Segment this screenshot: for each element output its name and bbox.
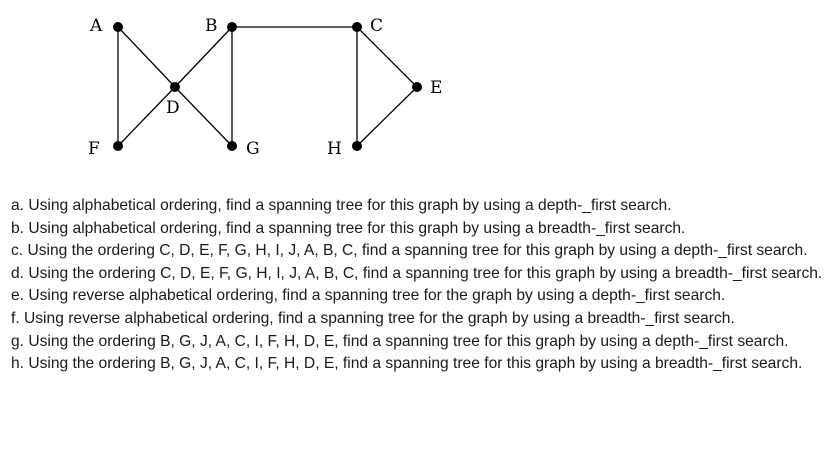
question-g: g. Using the ordering B, G, J, A, C, I, F, H, D, E, find a spanning tree for this graph by using a depth-_first search. xyxy=(11,332,789,350)
node-label-c: C xyxy=(370,16,384,36)
question-list xyxy=(11,195,833,376)
node-g xyxy=(227,141,237,151)
node-label-d: D xyxy=(166,98,180,118)
node-a xyxy=(113,22,123,32)
graph-edges xyxy=(118,27,417,146)
question-b: b. Using alphabetical ordering, find a spanning tree for this graph by using a breadth-_first search. xyxy=(11,219,686,237)
node-label-g: G xyxy=(246,139,260,159)
node-h xyxy=(352,141,362,151)
node-label-a: A xyxy=(90,16,103,36)
node-label-b: B xyxy=(205,16,218,36)
graph-nodes xyxy=(88,16,442,159)
node-b xyxy=(227,22,237,32)
edge-e-h xyxy=(357,87,417,146)
question-e: e. Using reverse alphabetical ordering, find a spanning tree for the graph by using a depth-_first search. xyxy=(11,287,726,305)
edge-c-e xyxy=(357,27,417,87)
node-f xyxy=(113,141,123,151)
node-e xyxy=(412,82,422,92)
edge-d-g xyxy=(175,87,232,146)
question-a: a. Using alphabetical ordering, find a spanning tree for this graph by using a depth-_first search. xyxy=(11,197,672,214)
edge-a-d xyxy=(118,27,175,87)
node-c xyxy=(352,22,362,32)
graph-diagram xyxy=(0,0,837,190)
question-f: f. Using reverse alphabetical ordering, find a spanning tree for the graph by using a breadth-_first search. xyxy=(11,309,735,327)
question-h: h. Using the ordering B, G, J, A, C, I, F, H, D, E, find a spanning tree for this graph by using a breadth-_first search. xyxy=(11,355,803,373)
edge-b-d xyxy=(175,27,232,87)
question-d: d. Using the ordering C, D, E, F, G, H, I, J, A, B, C, find a spanning tree for this graph by using a breadth-_first search. xyxy=(11,264,823,282)
node-label-h: H xyxy=(327,139,342,159)
node-label-f: F xyxy=(88,139,100,159)
node-d xyxy=(170,82,180,92)
question-c: c. Using the ordering C, D, E, F, G, H, I, J, A, B, C, find a spanning tree for this graph by using a depth-_first search. xyxy=(11,242,808,260)
node-label-e: E xyxy=(430,78,443,98)
